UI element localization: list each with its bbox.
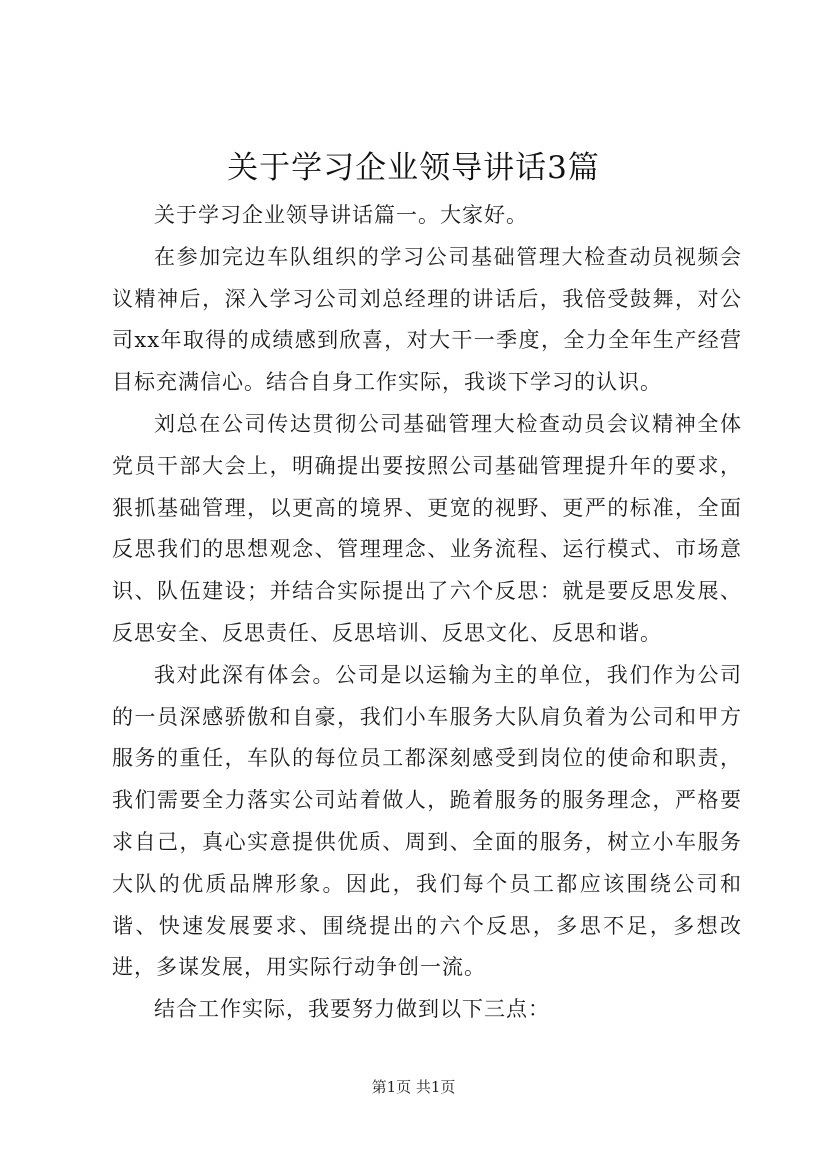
paragraph-1: 关于学习企业领导讲话篇一。大家好。: [154, 203, 528, 227]
document-body: [112, 195, 742, 1031]
paragraph-3: 刘总在公司传达贯彻公司基础管理大检查动员会议精神全体党员干部大会上，明确提出要按照公司基础管理提升年的要求，狠抓基础管理，以更高的境界、更宽的视野、更严的标准，全面反思我们的思想观念、管理理念、业务流程、运行模式、市场意识、队伍建设；并结合实际提出了六个反思：就是要反思发展、反思安全、反思责任、反思培训、反思文化、反思和谐。: [112, 411, 742, 645]
document-title: 关于学习企业领导讲话3篇: [227, 150, 600, 186]
paragraph-2: 在参加完边车队组织的学习公司基础管理大检查动员视频会议精神后，深入学习公司刘总经理的讲话后，我倍受鼓舞，对公司xx年取得的成绩感到欣喜，对大干一季度，全力全年生产经营目标充满信心。结合自身工作实际，我谈下学习的认识。: [112, 244, 742, 395]
paragraph-4: 我对此深有体会。公司是以运输为主的单位，我们作为公司的一员深感骄傲和自豪，我们小车服务大队肩负着为公司和甲方服务的重任，车队的每位员工都深刻感受到岗位的使命和职责，我们需要全力落实公司站着做人，跪着服务的服务理念，严格要求自己，真心实意提供优质、周到、全面的服务，树立小车服务大队的优质品牌形象。因此，我们每个员工都应该围绕公司和谐、快速发展要求、围绕提出的六个反思，多思不足，多想改进，多谋发展，用实际行动争创一流。: [112, 662, 742, 980]
page-number-footer: 第1页 共1页: [371, 1078, 456, 1096]
paragraph-5: 结合工作实际，我要努力做到以下三点：: [154, 997, 550, 1022]
